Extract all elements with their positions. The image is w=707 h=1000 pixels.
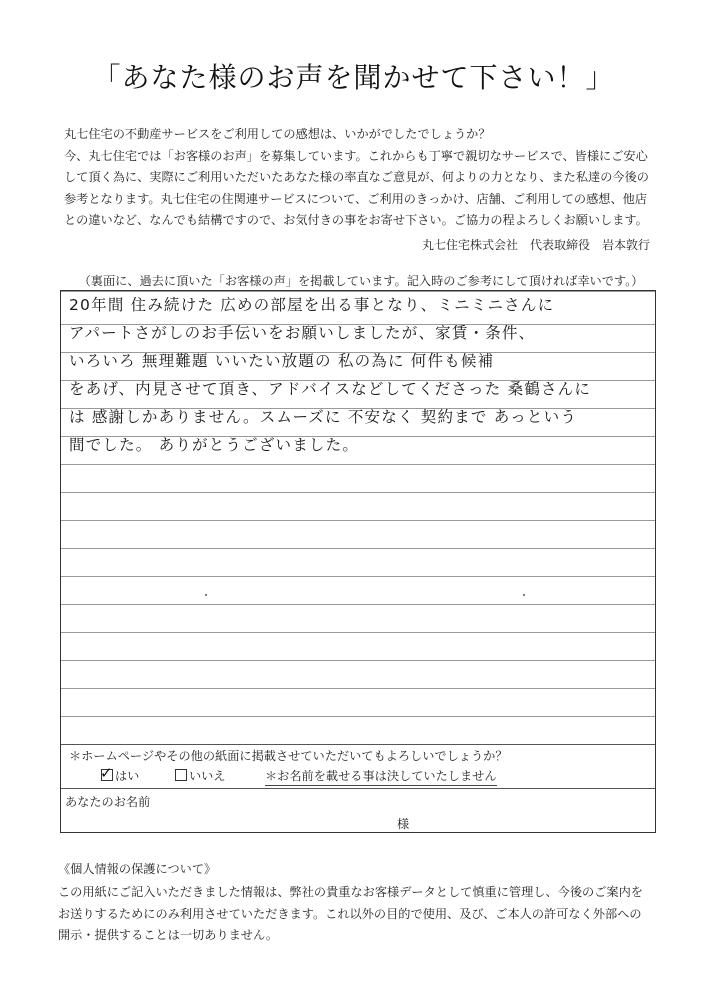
comment-line: は 感謝しかありません。スムーズに 不安なく 契約まで あっという [69, 408, 578, 426]
comment-line: をあげ、内見させて頂き、アドバイスなどしてくださった 桑鶴さんに [69, 380, 592, 398]
consent-no-option[interactable] [175, 767, 226, 784]
intro-line: して頂く為に、実際にご利用いただいたあなた様の率直なご意見が、何よりの力となり、また私達の今後の [64, 170, 649, 184]
privacy-line: 開示・提供することは一切ありません。 [58, 928, 279, 942]
stray-mark [523, 594, 525, 596]
company-signature: 丸七住宅株式会社 代表取締役 岩本敦行 [421, 238, 650, 252]
name-label: あなたのお名前 [65, 795, 151, 809]
consent-yes-label: はい [115, 769, 140, 783]
name-privacy-note: ＊お名前を載せる事は決していたしません [265, 767, 497, 786]
feedback-form [60, 290, 656, 833]
intro-line: 今、丸七住宅では「お客様のお声」を募集しています。これからも丁寧で親切なサービスで、皆様にご安心 [64, 148, 648, 163]
reference-notice: （裏面に、過去に頂いた「お客様の声」を掲載しています。記入時のご参考にして頂ければ幸いです。） [78, 274, 644, 288]
consent-options [100, 764, 651, 787]
page-title: 「あなた様のお声を聞かせて下さい！」 [92, 61, 615, 94]
privacy-line: この用紙にご記入いただきました情報は、弊社の貴重なお客様データとして慎重に管理し、今後のご案内を [58, 885, 643, 899]
consent-no-label: いいえ [189, 769, 226, 783]
consent-yes-option[interactable] [100, 764, 140, 784]
stray-mark [205, 594, 207, 596]
consent-question: ＊ホームページやその他の紙面に掲載させていただいてもよろしいでしょうか？ [69, 749, 508, 763]
privacy-title: 《個人情報の保護について》 [58, 862, 217, 876]
name-suffix: 様 [397, 817, 410, 831]
divider [61, 744, 655, 745]
intro-text [64, 124, 654, 232]
intro-line: との違いなど、なんでも結構ですので、お気付きの事をお寄せ下さい。ご協力の程よろしくお願いします。 [64, 213, 648, 227]
comment-line: いろいろ 無理難題 いいたい放題の 私の為に 何件も候補 [69, 352, 495, 370]
check-mark-icon: ✓ [100, 764, 113, 782]
consent-yes-checkbox[interactable] [100, 764, 113, 782]
handwritten-comment [69, 291, 649, 459]
intro-line: 丸七住宅の不動産サービスをご利用しての感想は、いかがでしたでしょうか？ [64, 127, 491, 141]
comment-line: 20年間 住み続けた 広めの部屋を出る事となり、ミニミニさんに [69, 296, 555, 314]
privacy-line: お送りするためにのみ利用させていただきます。これ以外の目的で使用、及び、ご本人の許可なく外部への [58, 906, 642, 921]
comment-line: アパートさがしのお手伝いをお願いしましたが、家賃・条件、 [69, 324, 536, 342]
divider [61, 788, 655, 789]
comment-area[interactable] [61, 291, 655, 744]
comment-line: 間でした。 ありがとうございました。 [69, 436, 360, 454]
consent-no-checkbox[interactable] [175, 769, 187, 781]
privacy-text [58, 882, 678, 947]
intro-line: 参考となります。丸七住宅の住関連サービスについて、ご利用のきっかけ、店舗、ご利用しての感想、他店 [64, 191, 648, 206]
